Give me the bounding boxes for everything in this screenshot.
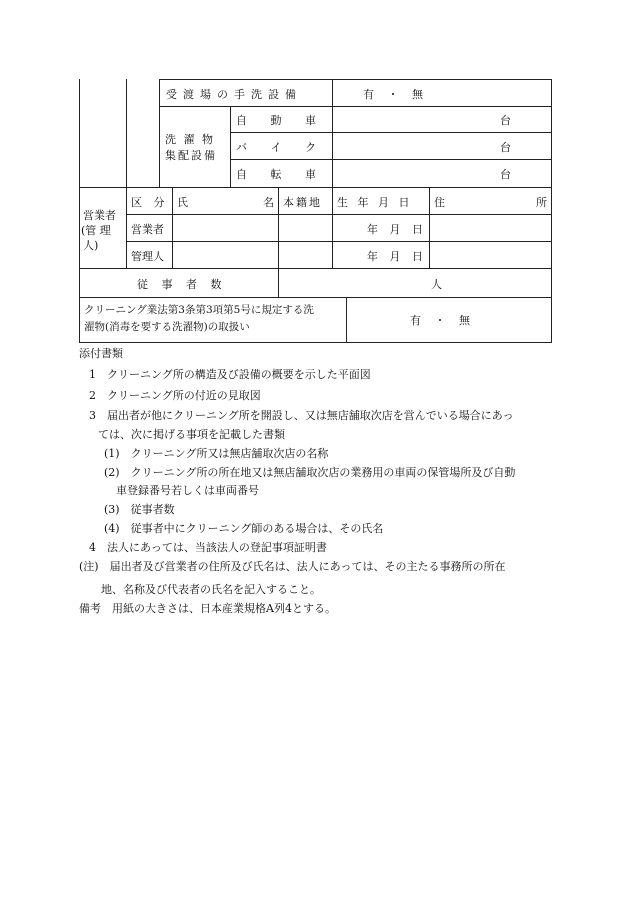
operator-label-3: 人) bbox=[83, 239, 99, 252]
laundry-collection-label-1: 洗 濯 物 bbox=[165, 133, 215, 146]
header-address-suffix: 所 bbox=[536, 196, 547, 209]
table-line bbox=[230, 132, 551, 133]
disinfection-label-1: クリーニング業法第3条第3項第5号に規定する洗 bbox=[84, 304, 314, 316]
header-domicile: 本籍地 bbox=[283, 196, 322, 209]
row-operator-date: 年 月 日 bbox=[367, 223, 423, 236]
attachment-sub-1: (1) クリーニング所又は無店舗取次店の名称 bbox=[104, 447, 329, 460]
attachment-item-4: 4 法人にあっては、当該法人の登記事項証明書 bbox=[89, 541, 327, 554]
attachment-item-3-line-2: ては、次に掲げる事項を記載した書類 bbox=[98, 428, 285, 441]
table-line bbox=[126, 241, 551, 242]
laundry-collection-label-2: 集配設備 bbox=[165, 149, 217, 162]
table-line bbox=[172, 187, 173, 269]
note-line-1: (注) 届出者及び営業者の住所及び氏名は、法人にあっては、その主たる事務所の所在 bbox=[79, 560, 506, 573]
table-line bbox=[79, 297, 551, 298]
table-line bbox=[332, 79, 333, 269]
attachment-sub-2-line-1: (2) クリーニング所の所在地又は無店舗取次店の業務用の車両の保管場所及び自動 bbox=[104, 466, 516, 479]
row-operator-category: 営業者 bbox=[131, 223, 164, 236]
table-line bbox=[79, 342, 551, 343]
table-line bbox=[278, 187, 279, 298]
table-line bbox=[230, 159, 551, 160]
header-name-suffix: 名 bbox=[263, 196, 274, 209]
attachment-item-3-line-1: 3 届出者が他にクリーニング所を開設し、又は無店舗取次店を営んでいる場合にあっ bbox=[89, 409, 514, 422]
remarks: 備考 用紙の大きさは、日本産業規格A列4とする。 bbox=[79, 602, 336, 615]
note-line-2: 地、名称及び代表者の氏名を記入すること。 bbox=[101, 583, 321, 596]
table-line bbox=[346, 297, 347, 343]
table-line bbox=[159, 106, 551, 107]
table-line bbox=[230, 106, 231, 188]
disinfection-label-2: 濯物(消毒を要する洗濯物)の取扱い bbox=[84, 321, 250, 333]
table-line bbox=[126, 214, 551, 215]
vehicle-bicycle-label: 自 転 車 bbox=[236, 168, 316, 181]
table-line bbox=[159, 79, 551, 80]
operator-label-2: (管 理 bbox=[81, 224, 111, 237]
attachment-sub-2-line-2: 車登録番号若しくは車両番号 bbox=[116, 484, 259, 497]
vehicle-car-label: 自 動 車 bbox=[236, 114, 316, 127]
attachments-title: 添付書類 bbox=[79, 347, 123, 360]
header-name-prefix: 氏 bbox=[177, 196, 188, 209]
vehicle-car-unit: 台 bbox=[500, 114, 511, 127]
attachment-sub-4: (4) 従事者中にクリーニング師のある場合は、その氏名 bbox=[104, 522, 384, 535]
vehicle-bike-label: バ イ ク bbox=[236, 141, 316, 154]
attachment-item-1: 1 クリーニング所の構造及び設備の概要を示した平面図 bbox=[89, 368, 371, 381]
employees-label: 従 事 者 数 bbox=[137, 278, 222, 291]
header-address-prefix: 住 bbox=[434, 196, 445, 209]
operator-label-1: 営業者 bbox=[83, 209, 116, 222]
row-manager-date: 年 月 日 bbox=[367, 250, 423, 263]
table-line bbox=[79, 187, 551, 188]
header-category: 区 分 bbox=[131, 196, 165, 209]
handover-wash-label: 受渡場の手洗設備 bbox=[166, 88, 302, 101]
table-line bbox=[79, 79, 80, 343]
attachment-item-2: 2 クリーニング所の付近の見取図 bbox=[89, 389, 261, 402]
employees-unit: 人 bbox=[431, 278, 442, 291]
table-line bbox=[551, 79, 552, 343]
disinfection-value: 有 ・ 無 bbox=[410, 314, 470, 327]
table-line bbox=[126, 79, 127, 269]
table-line bbox=[79, 268, 551, 269]
table-line bbox=[159, 79, 160, 188]
row-manager-category: 管理人 bbox=[131, 250, 164, 263]
attachment-sub-3: (3) 従事者数 bbox=[104, 503, 175, 516]
vehicle-bike-unit: 台 bbox=[500, 141, 511, 154]
vehicle-bicycle-unit: 台 bbox=[500, 168, 511, 181]
handover-wash-value: 有 ・ 無 bbox=[363, 88, 423, 101]
table-line bbox=[429, 187, 430, 269]
header-birthdate: 生 年 月 日 bbox=[337, 196, 410, 209]
